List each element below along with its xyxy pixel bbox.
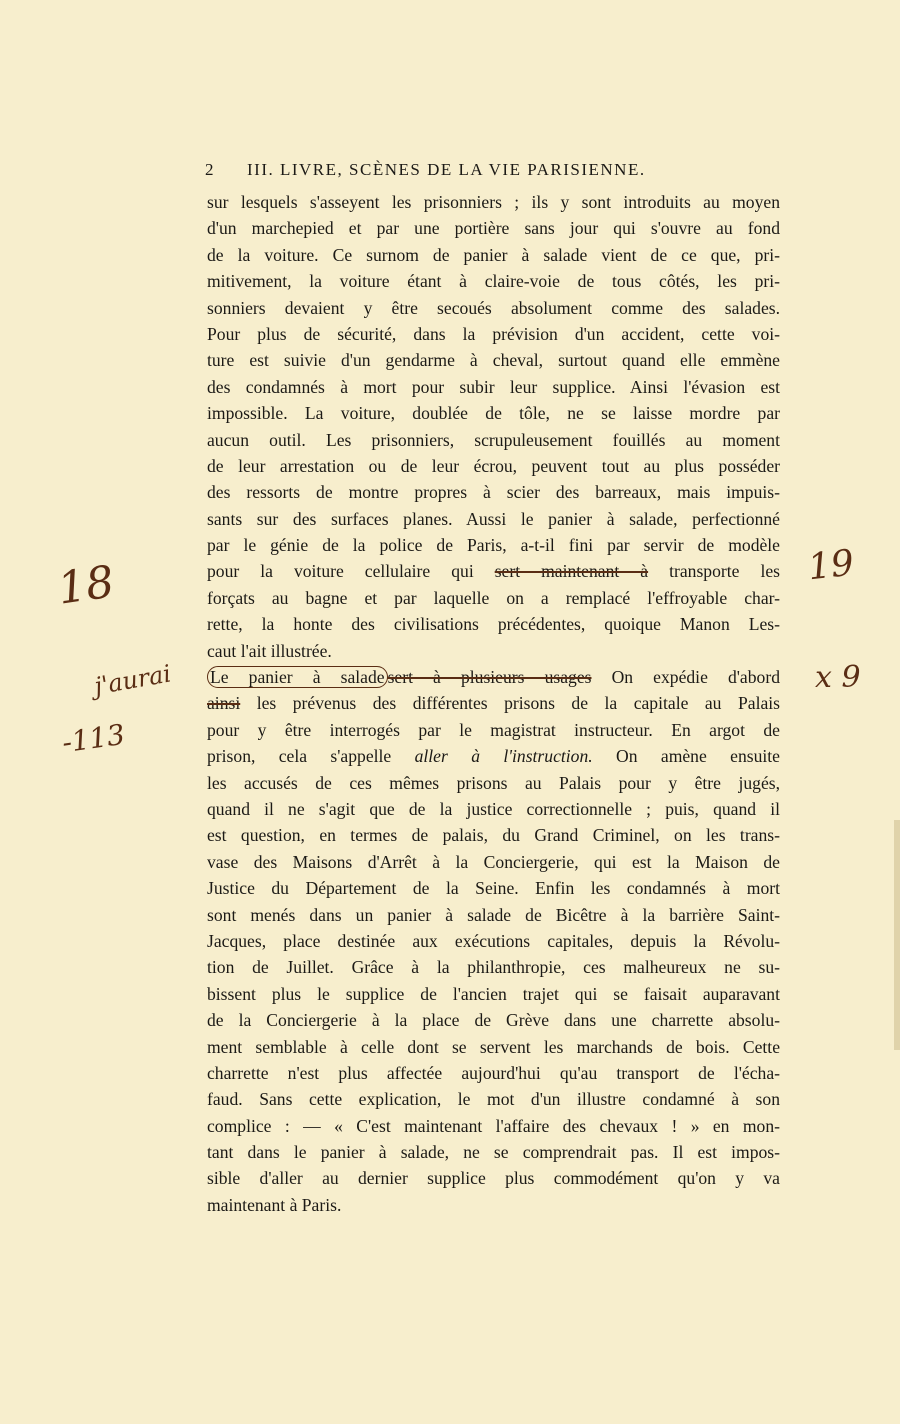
text-line: aucun outil. Les prisonniers, scrupuleusement fouillés au moment [207,429,780,450]
text-line: des condamnés à mort pour subir leur supplice. Ainsi l'évasion est [207,376,780,397]
struck-text: sert maintenant à [494,561,649,582]
text-line: sible d'aller au dernier supplice plus commodément qu'on y va [207,1168,780,1189]
margin-annotation-left: -113 [60,717,127,760]
text-line: de la voiture. Ce surnom de panier à salade vient de ce que, pri- [207,244,780,265]
text-line: sonniers devaient y être secoués absolument comme des salades. [207,297,780,318]
text-line: de la Conciergerie à la place de Grève dans une charrette absolu- [207,1010,780,1031]
text-line: ture est suivie d'un gendarme à cheval, surtout quand elle emmène [207,350,780,371]
page-edge-shadow [894,820,900,1050]
text-segment: pour la voiture cellulaire qui [207,561,495,582]
body-text [207,189,780,1218]
margin-annotation-right: 19 [805,542,856,589]
page-header [205,160,780,184]
text-segment: transporte les [648,561,780,582]
text-line-italic [207,743,780,769]
text-line-edited [207,690,780,716]
text-line: charrette n'est plus affectée aujourd'hui qu'au transport de l'écha- [207,1062,780,1083]
text-line: quand il ne s'agit que de la justice correctionnelle ; puis, quand il [207,798,780,819]
text-line: bissent plus le supplice de l'ancien trajet qui se faisait auparavant [207,983,780,1004]
text-line-edited [207,664,780,690]
text-line: sur lesquels s'asseyent les prisonniers ; ils y sont introduits au moyen [207,192,780,212]
text-line: forçats au bagne et par laquelle on a remplacé l'effroyable char- [207,587,780,608]
text-line: tion de Juillet. Grâce à la philanthropie, ces malheureux ne su- [207,957,780,978]
text-line: Pour plus de sécurité, dans la prévision d'un accident, cette voi- [207,323,780,344]
text-line: par le génie de la police de Paris, a-t-il fini par servir de modèle [207,535,780,556]
text-line: sont menés dans un panier à salade de Bicêtre à la barrière Saint- [207,904,780,925]
text-line: pour y être interrogés par le magistrat instructeur. En argot de [207,719,780,740]
text-segment: prison, cela s'appelle [207,746,415,767]
text-line: Jacques, place destinée aux exécutions capitales, depuis la Révolu- [207,930,780,951]
circled-text: Le panier à salade [207,666,388,688]
text-line: rette, la honte des civilisations précédentes, quoique Manon Les- [207,614,780,635]
margin-annotation-right: x 9 [815,660,861,695]
paragraph-end-line: maintenant à Paris. [207,1194,342,1215]
running-title: III. LIVRE, SCÈNES DE LA VIE PARISIENNE. [247,160,646,179]
text-line: tant dans le panier à salade, ne se comprendrait pas. Il est impos- [207,1142,780,1163]
paragraph-end-line: caut l'ait illustrée. [207,640,332,661]
margin-annotation-left: 18 [54,556,118,615]
text-line: sants sur des surfaces planes. Aussi le panier à salade, perfectionné [207,508,780,529]
text-line: impossible. La voiture, doublée de tôle, ne se laisse mordre par [207,403,780,424]
text-segment: On amène ensuite [592,746,780,767]
text-line: faud. Sans cette explication, le mot d'un illustre condamné à son [207,1089,780,1110]
text-segment: les prévenus des différentes prisons de la capitale au Palais [240,693,780,714]
text-line: les accusés de ces mêmes prisons au Palais pour y être jugés, [207,772,780,793]
text-line: mitivement, la voiture étant à claire-voie de tous côtés, les pri- [207,271,780,292]
text-line: de leur arrestation ou de leur écrou, peuvent tout au plus posséder [207,455,780,476]
italic-text: aller à l'instruction. [414,746,593,767]
struck-text: sert à plusieurs usages [387,667,592,688]
struck-text: ainsi [207,693,241,714]
text-line: des ressorts de montre propres à scier des barreaux, mais impuis- [207,482,780,503]
text-line: complice : — « C'est maintenant l'affaire des chevaux ! » en mon- [207,1115,780,1136]
text-line: ment semblable à celle dont se servent les marchands de bois. Cette [207,1036,780,1057]
text-segment: On expédie d'abord [591,667,780,688]
text-line-edited [207,558,780,584]
text-line: d'un marchepied et par une portière sans jour qui s'ouvre au fond [207,218,780,239]
text-line: est question, en termes de palais, du Grand Criminel, on les trans- [207,825,780,846]
page-number: 2 [205,160,215,179]
margin-annotation-left: j'aurai [92,659,174,701]
text-line: vase des Maisons d'Arrêt à la Conciergerie, qui est la Maison de [207,851,780,872]
text-line: Justice du Département de la Seine. Enfin les condamnés à mort [207,878,780,899]
